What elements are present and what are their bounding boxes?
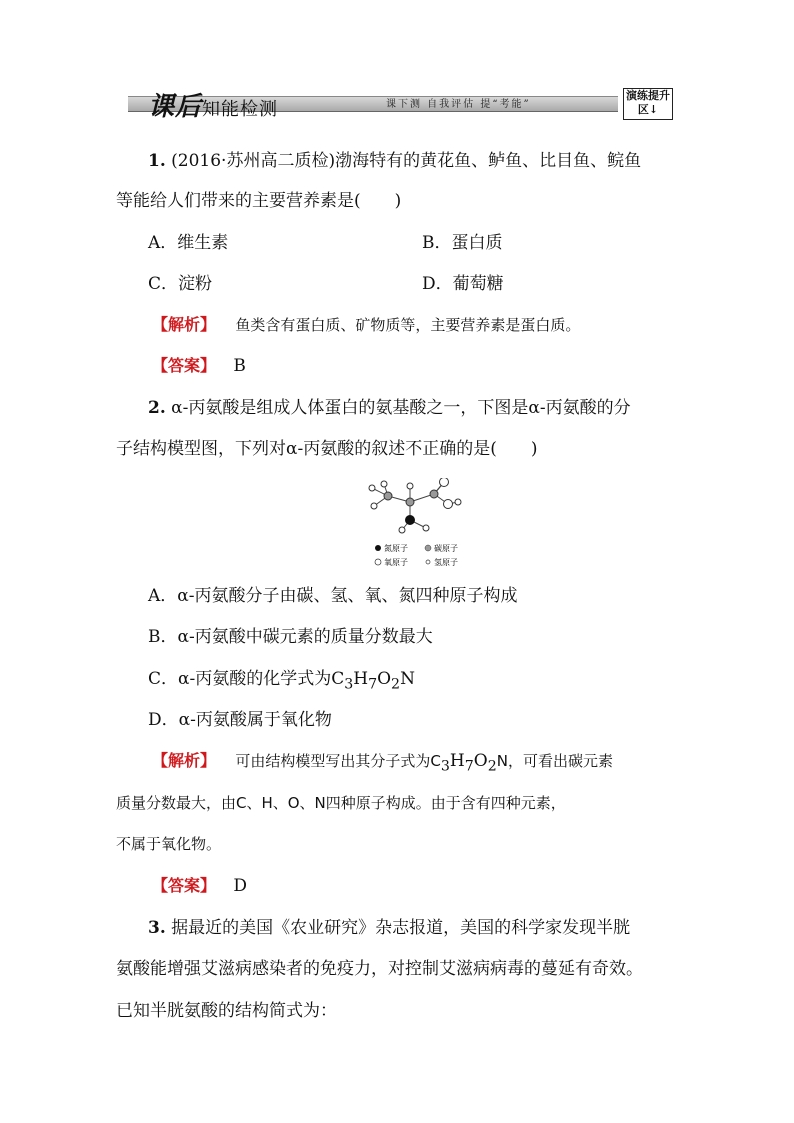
q3-stem-line2: 氨酸能增强艾滋病感染者的免疫力，对控制艾滋病病毒的蔓延有奇效。 (116, 959, 643, 979)
banner-title-rest: 知能检测 (202, 99, 279, 120)
banner-title-char1: 课 (148, 92, 176, 122)
section-banner (118, 86, 678, 120)
hydrogen-atom (455, 499, 461, 505)
oxygen-atom (444, 500, 453, 509)
oxygen-atom (440, 478, 449, 487)
q2-option-a: A．α-丙氨酸分子由碳、氢、氧、氮四种原子构成 (148, 586, 518, 606)
q2-answer (152, 875, 247, 897)
q2-number: 2. (148, 398, 166, 418)
q1-number: 1. (148, 151, 166, 171)
formula-subscript: 3 (440, 758, 450, 775)
legend-carbon-label: 碳原子 (434, 544, 458, 553)
carbon-atom (430, 490, 438, 498)
q1-analysis-text: 鱼类含有蛋白质、矿物质等，主要营养素是蛋白质。 (235, 316, 581, 334)
formula-subscript: 7 (368, 676, 378, 693)
q2-option-c-text: C．α-丙氨酸的化学式为C (148, 669, 345, 689)
q2-option-c (148, 668, 415, 695)
hydrogen-atom (399, 527, 405, 533)
q2-answer-value: D (233, 876, 248, 896)
q1-option-d: D．葡萄糖 (422, 274, 504, 294)
q2-analysis-text: 可由结构模型写出其分子式为C (235, 752, 441, 770)
q1-answer (152, 355, 246, 377)
banner-subtitle: 课下测 自我评估 提“考能” (386, 99, 531, 110)
legend-nitrogen-icon (375, 545, 381, 551)
hydrogen-atom (369, 485, 375, 491)
formula-element: N (400, 669, 415, 689)
q2-stem-text1: α-丙氨酸是组成人体蛋白的氨基酸之一，下图是α-丙氨酸的分 (171, 398, 631, 418)
q2-stem-line2: 子结构模型图，下列对α-丙氨酸的叙述不正确的是( ) (116, 439, 538, 459)
q2-analysis-line1 (152, 750, 613, 777)
q2-option-b: B．α-丙氨酸中碳元素的质量分数最大 (148, 627, 433, 647)
formula-subscript: 7 (464, 758, 474, 775)
hydrogen-atom (407, 483, 413, 489)
legend-carbon-icon (425, 545, 431, 551)
legend-nitrogen-label: 氮原子 (384, 544, 408, 553)
legend-hydrogen-icon (426, 560, 430, 564)
carbon-atom (384, 492, 392, 500)
legend-hydrogen-label: 氢原子 (434, 558, 458, 567)
q3-number: 3. (148, 918, 166, 938)
hydrogen-atom (423, 525, 429, 531)
q1-option-b: B．蛋白质 (422, 233, 503, 253)
formula-subscript: 2 (487, 758, 497, 775)
q1-analysis-tag: 【解析】 (152, 315, 217, 334)
q1-option-a: A．维生素 (148, 233, 229, 253)
q2-answer-tag: 【答案】 (152, 876, 217, 895)
q2-analysis-tag: 【解析】 (152, 751, 217, 770)
banner-title-char2: 后 (175, 92, 203, 122)
alanine-molecule-model (362, 478, 472, 570)
q3-stem-text1: 据最近的美国《农业研究》杂志报道，美国的科学家发现半胱 (171, 918, 631, 938)
q1-answer-value: B (233, 356, 246, 376)
q1-option-c: C．淀粉 (148, 274, 213, 294)
formula-subscript: 3 (344, 676, 354, 693)
banner-title (148, 86, 278, 123)
carbon-atom (406, 498, 414, 506)
q1-analysis (152, 314, 580, 336)
q3-stem-line1 (148, 917, 630, 939)
formula-element: O (473, 751, 488, 771)
q1-answer-tag: 【答案】 (152, 356, 217, 375)
q1-stem-text1: (2016·苏州高二质检)渤海特有的黄花鱼、鲈鱼、比目鱼、鲩鱼 (171, 151, 642, 171)
legend-oxygen-label: 氧原子 (384, 558, 408, 567)
hydrogen-atom (381, 481, 387, 487)
q2-analysis-line3: 不属于氧化物。 (116, 835, 222, 853)
practice-area-box[interactable]: 演练提升区↓ (623, 88, 673, 120)
legend-oxygen-icon (375, 559, 381, 565)
hydrogen-atom (371, 503, 377, 509)
q2-stem-line1 (148, 397, 631, 419)
formula-element: H (353, 669, 369, 689)
q1-stem-line2: 等能给人们带来的主要营养素是( ) (116, 191, 402, 211)
formula-element: H (449, 751, 465, 771)
q2-analysis-text-post: N，可看出碳元素 (496, 752, 613, 770)
formula-subscript: 2 (391, 676, 401, 693)
q3-stem-line3: 已知半胱氨酸的结构简式为： (116, 1001, 337, 1021)
nitrogen-atom (406, 516, 415, 525)
formula-element: O (377, 669, 392, 689)
q2-option-d: D．α-丙氨酸属于氧化物 (148, 710, 332, 730)
q2-analysis-line2: 质量分数最大，由C、H、O、N四种原子构成。由于含有四种元素， (116, 794, 566, 812)
q1-stem-line1 (148, 150, 641, 172)
